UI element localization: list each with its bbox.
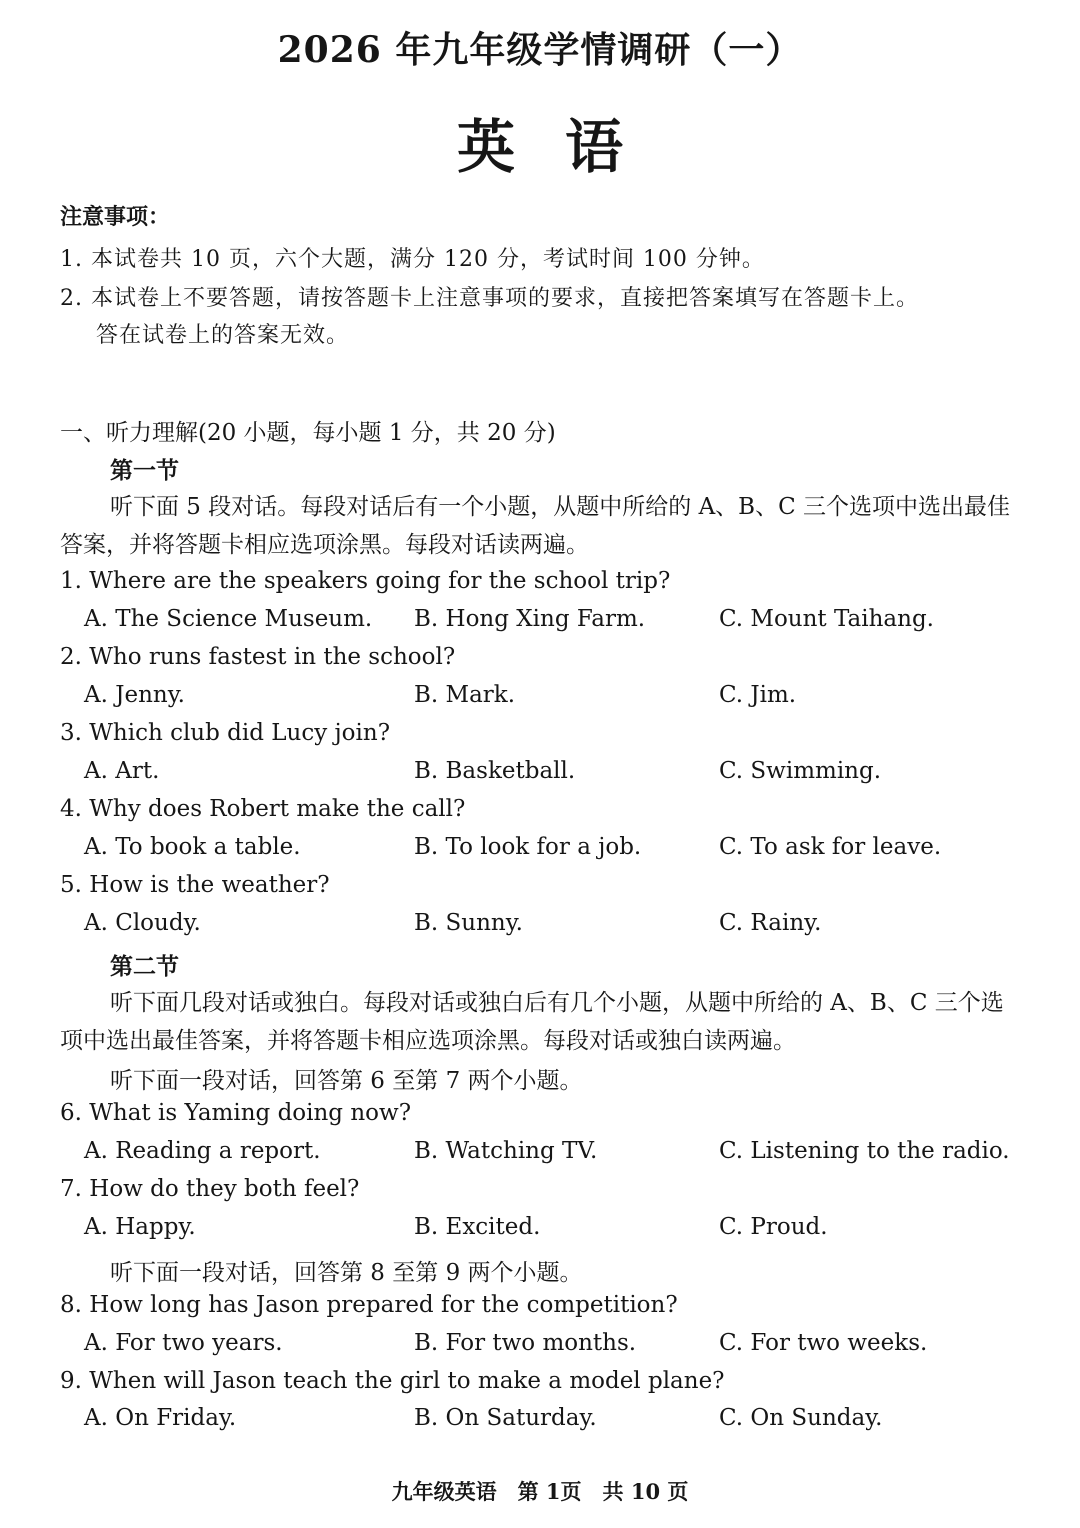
question-1-option-b: B. Hong Xing Farm.	[414, 606, 646, 632]
question-4-option-c: C. To ask for leave.	[719, 834, 942, 860]
note-item-2-continued: 答在试卷上的答案无效。	[96, 323, 350, 348]
question-2: 2. Who runs fastest in the school?	[60, 644, 456, 670]
question-7-option-c: C. Proud.	[719, 1214, 828, 1240]
question-7-option-a: A. Happy.	[84, 1214, 196, 1240]
question-8-option-a: A. For two years.	[84, 1330, 283, 1356]
part-2-heading: 第二节	[110, 953, 179, 980]
part-1-instruction: 听下面 5 段对话。每段对话后有一个小题，从题中所给的 A、B、C 三个选项中选出最佳答案，并将答题卡相应选项涂黑。每段对话读两遍。	[60, 494, 1010, 558]
question-8-option-c: C. For two weeks.	[719, 1330, 928, 1356]
question-2-option-a: A. Jenny.	[84, 682, 185, 708]
question-4-option-b: B. To look for a job.	[414, 834, 642, 860]
dialog-6-7-instruction: 听下面一段对话，回答第 6 至第 7 两个小题。	[110, 1068, 583, 1094]
question-7: 7. How do they both feel?	[60, 1176, 360, 1202]
question-6: 6. What is Yaming doing now?	[60, 1100, 412, 1126]
question-3-option-b: B. Basketball.	[414, 758, 576, 784]
question-8-option-b: B. For two months.	[414, 1330, 637, 1356]
question-5-option-b: B. Sunny.	[414, 910, 523, 936]
page-footer: 九年级英语 第 1页 共 10 页	[391, 1479, 689, 1504]
question-5: 5. How is the weather?	[60, 872, 330, 898]
question-1: 1. Where are the speakers going for the school trip?	[60, 568, 671, 594]
question-3: 3. Which club did Lucy join?	[60, 720, 391, 746]
question-5-option-c: C. Rainy.	[719, 910, 822, 936]
question-4: 4. Why does Robert make the call?	[60, 796, 466, 822]
part-2-instruction: 听下面几段对话或独白。每段对话或独白后有几个小题，从题中所给的 A、B、C 三个选项中选出最佳答案，并将答题卡相应选项涂黑。每段对话或独白读两遍。	[60, 990, 1004, 1054]
question-9-option-a: A. On Friday.	[84, 1405, 237, 1431]
question-3-option-a: A. Art.	[84, 758, 160, 784]
question-2-option-c: C. Jim.	[719, 682, 797, 708]
subject-title: 英语	[456, 113, 673, 181]
exam-title: 2026 年九年级学情调研（一）	[277, 29, 803, 71]
question-1-option-c: C. Mount Taihang.	[719, 606, 934, 632]
question-8: 8. How long has Jason prepared for the competition?	[60, 1292, 678, 1318]
question-5-option-a: A. Cloudy.	[84, 910, 201, 936]
section-heading: 一、听力理解(20 小题，每小题 1 分，共 20 分)	[60, 420, 556, 446]
question-6-option-a: A. Reading a report.	[84, 1138, 321, 1164]
question-6-option-c: C. Listening to the radio.	[719, 1138, 1010, 1164]
note-item-2: 2. 本试卷上不要答题，请按答题卡上注意事项的要求，直接把答案填写在答题卡上。	[60, 286, 919, 311]
question-9-option-c: C. On Sunday.	[719, 1405, 883, 1431]
question-2-option-b: B. Mark.	[414, 682, 516, 708]
part-1-heading: 第一节	[110, 457, 179, 484]
question-1-option-a: A. The Science Museum.	[84, 606, 373, 632]
question-3-option-c: C. Swimming.	[719, 758, 882, 784]
question-9-option-b: B. On Saturday.	[414, 1405, 597, 1431]
question-4-option-a: A. To book a table.	[84, 834, 301, 860]
dialog-8-9-instruction: 听下面一段对话，回答第 8 至第 9 两个小题。	[110, 1260, 583, 1286]
note-item-1: 1. 本试卷共 10 页，六个大题，满分 120 分，考试时间 100 分钟。	[60, 247, 765, 272]
notes-heading: 注意事项：	[60, 204, 171, 230]
question-7-option-b: B. Excited.	[414, 1214, 541, 1240]
question-9: 9. When will Jason teach the girl to make a model plane?	[60, 1368, 725, 1394]
question-6-option-b: B. Watching TV.	[414, 1138, 598, 1164]
